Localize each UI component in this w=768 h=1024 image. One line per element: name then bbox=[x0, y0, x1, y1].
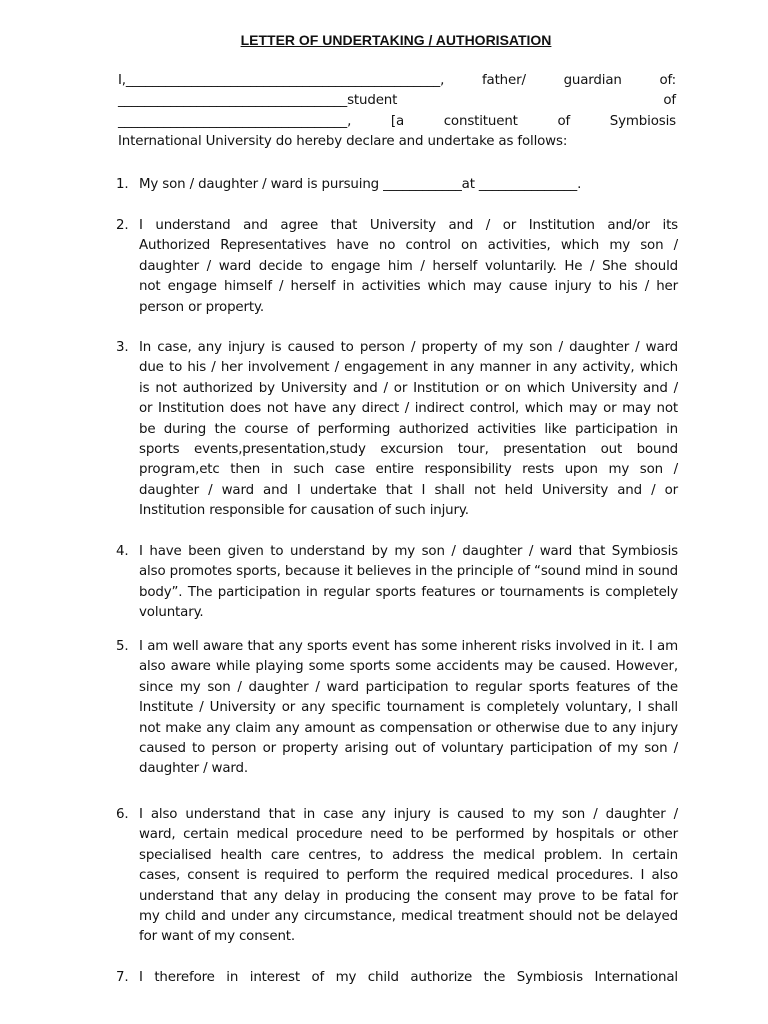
text-line: specialised health care centres, to address the medical problem. In certain bbox=[139, 847, 678, 863]
text-line: also aware while playing some sports some accidents may be caused. However, bbox=[139, 659, 678, 675]
list-item-number: 6. bbox=[116, 807, 129, 822]
list-item-text bbox=[139, 338, 678, 522]
text-line: ward, certain medical procedure need to be performed by hospitals or other bbox=[139, 827, 678, 843]
list-item-text bbox=[139, 216, 678, 318]
intro-paragraph bbox=[118, 71, 676, 153]
text-line: or Institution does not have any direct / indirect control, which may or may not bbox=[139, 401, 678, 417]
text-line: body”. The participation in regular sports features or tournaments is completely bbox=[139, 584, 678, 600]
text-line: I am well aware that any sports event has some inherent risks involved in it. I am bbox=[139, 639, 678, 654]
list-item-text bbox=[139, 175, 678, 195]
text-line: not make any claim any amount as compensation or otherwise due to any injury bbox=[139, 720, 678, 736]
intro-line: ___________________________________, [a constituent of Symbiosis bbox=[118, 113, 676, 129]
intro-line: I,________________________________________________, father/ guardian of: bbox=[118, 73, 676, 88]
text-line: understand that any delay in producing the consent may prove to be fatal for bbox=[139, 888, 678, 904]
list-item-text bbox=[139, 542, 678, 624]
text-line: Institute / University or any specific tournament is completely voluntary, I shall bbox=[139, 700, 678, 716]
text-line: be during the course of performing authorized activities like participation in bbox=[139, 421, 678, 437]
text-line: I have been given to understand by my son / daughter / ward that Symbiosis bbox=[139, 544, 678, 559]
text-line: is not authorized by University and / or Institution or on which University and / bbox=[139, 380, 678, 396]
list-item-text bbox=[139, 805, 678, 948]
list-item-number: 4. bbox=[116, 544, 129, 559]
text-line: I also understand that in case any injury is caused to my son / daughter / bbox=[139, 807, 678, 822]
text-line: my child and under any circumstance, medical treatment should not be delayed bbox=[139, 908, 678, 924]
intro-line: ___________________________________student of bbox=[118, 93, 676, 109]
document-title: LETTER OF UNDERTAKING / AUTHORISATION bbox=[240, 32, 552, 48]
list-item-number: 5. bbox=[116, 639, 129, 654]
text-line: sports events,presentation,study excursion tour, presentation out bound bbox=[139, 441, 678, 457]
text-line: program,etc then in such case entire responsibility rests upon my son / bbox=[139, 462, 678, 478]
text-line: also promotes sports, because it believes in the principle of “sound mind in sound bbox=[139, 564, 678, 580]
text-line: My son / daughter / ward is pursuing ____________at _______________. bbox=[139, 177, 582, 192]
text-line: daughter / ward and I undertake that I shall not held University and / or bbox=[139, 482, 678, 498]
text-line: Institution responsible for causation of such injury. bbox=[139, 503, 469, 519]
list-item-number: 2. bbox=[116, 218, 129, 233]
text-line: cases, consent is required to perform the required medical procedures. I also bbox=[139, 868, 678, 884]
list-item-number: 3. bbox=[116, 340, 129, 355]
text-line: I therefore in interest of my child authorize the Symbiosis International bbox=[139, 970, 678, 985]
text-line: Authorized Representatives have no control on activities, which my son / bbox=[139, 238, 678, 254]
text-line: due to his / her involvement / engagement in any manner in any activity, which bbox=[139, 360, 678, 376]
list-item-number: 7. bbox=[116, 970, 129, 985]
intro-line: International University do hereby declare and undertake as follows: bbox=[118, 134, 568, 150]
list-item-number: 1. bbox=[116, 177, 129, 192]
list-item-text bbox=[139, 637, 678, 780]
list-item-text bbox=[139, 968, 678, 988]
text-line: In case, any injury is caused to person / property of my son / daughter / ward bbox=[139, 340, 678, 355]
text-line: daughter / ward. bbox=[139, 761, 248, 777]
text-line: voluntary. bbox=[139, 605, 204, 621]
text-line: person or property. bbox=[139, 299, 264, 315]
text-line: for want of my consent. bbox=[139, 929, 296, 945]
text-line: caused to person or property arising out of voluntary participation of my son / bbox=[139, 740, 678, 756]
text-line: not engage himself / herself in activities which may cause injury to his / her bbox=[139, 279, 678, 295]
text-line: since my son / daughter / ward participation to regular sports features of the bbox=[139, 679, 678, 695]
text-line: daughter / ward decide to engage him / herself voluntarily. He / She should bbox=[139, 258, 678, 274]
text-line: I understand and agree that University and / or Institution and/or its bbox=[139, 218, 678, 233]
